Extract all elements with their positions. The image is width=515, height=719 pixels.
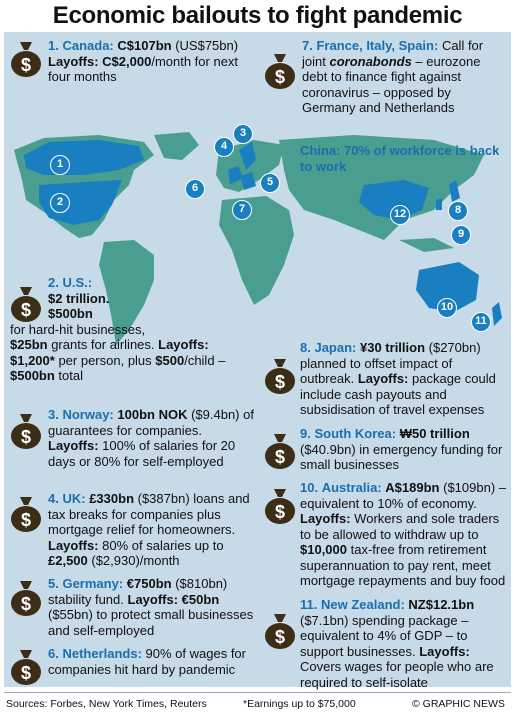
page-title: Economic bailouts to fight pandemic — [52, 2, 463, 29]
svg-text:$: $ — [274, 372, 286, 392]
svg-text:$: $ — [20, 300, 32, 320]
svg-text:$: $ — [20, 663, 32, 683]
footer-sources: Sources: Forbes, New York Times, Reuters — [6, 698, 207, 710]
map-marker-6: 6 — [185, 179, 205, 199]
money-bag-icon — [8, 38, 44, 78]
map-marker-9: 9 — [451, 225, 471, 245]
footer-note: *Earnings up to $75,000 — [243, 698, 356, 710]
svg-text:$: $ — [20, 55, 32, 75]
map-marker-7: 7 — [232, 200, 252, 220]
entry-france-italy-spain: 7. France, Italy, Spain: Call for joint coronabonds – eurozone debt to finance fight against coronavirus – opposed by Germany and Netherlands — [302, 38, 484, 115]
map-marker-2: 2 — [50, 193, 70, 213]
entry-japan: 8. Japan: ¥30 trillion ($270bn) planned to offset impact of outbreak. Layoffs: package could include cash payouts and subsidisation of travel expenses — [300, 340, 496, 417]
svg-text:$: $ — [20, 427, 32, 447]
entry-china: China: 70% of workforce is back to work — [300, 143, 500, 174]
svg-text:$: $ — [20, 594, 32, 614]
entry-canada: 1. Canada: C$107bn (US$75bn) Layoffs: C$2,000/month for next four months — [48, 38, 239, 84]
svg-text:$: $ — [274, 627, 286, 647]
entry-norway: 3. Norway: 100bn NOK ($9.4bn) of guarantees for companies. Layoffs: 100% of salaries for 20 days or 80% for self-employed — [48, 407, 254, 469]
map-marker-5: 5 — [260, 173, 280, 193]
svg-text:$: $ — [274, 447, 286, 467]
entry-netherlands: 6. Netherlands: 90% of wages for companies hit hard by pandemic — [48, 646, 246, 677]
entry-australia: 10. Australia: A$189bn ($109bn) – equivalent to 10% of economy. Layoffs: Workers and sole traders to be allowed to withdraw up to $10,000 tax-free from retirement superannuation to pay rent, meet mortgage repayments and buy food — [300, 480, 506, 588]
map-marker-8: 8 — [448, 201, 468, 221]
svg-text:$: $ — [274, 67, 286, 87]
svg-text:$: $ — [20, 510, 32, 530]
footer-credit: © GRAPHIC NEWS — [412, 698, 505, 710]
map-marker-1: 1 — [50, 155, 70, 175]
entry-uk: 4. UK: £330bn ($387bn) loans and tax breaks for companies plus mortgage relief for homeowners. Layoffs: 80% of salaries up to £2,500 ($2,930)/month — [48, 491, 250, 568]
entry-south-korea: 9. South Korea: ₩50 trillion ($40.9bn) in emergency funding for small businesses — [300, 426, 503, 472]
entry-new-zealand: 11. New Zealand: NZ$12.1bn ($7.1bn) spending package – equivalent to 4% of GDP – to support businesses. Layoffs: Covers wages for people who are required to self-isolate — [300, 597, 494, 690]
map-marker-4: 4 — [214, 137, 234, 157]
footer-divider — [4, 692, 511, 693]
map-marker-11: 11 — [471, 312, 491, 332]
svg-text:$: $ — [274, 502, 286, 522]
entry-us: 2. U.S.: $2 trillion. $500bn for hard-hit businesses, $25bn grants for airlines. Layoffs: $1,200* per person, plus $500/child – $500bn total — [10, 275, 226, 383]
money-bag-icon — [262, 50, 298, 90]
map-marker-3: 3 — [233, 124, 253, 144]
entry-germany: 5. Germany: €750bn ($810bn) stability fund. Layoffs: €50bn ($55bn) to protect small businesses and self-employed — [48, 576, 254, 638]
map-marker-12: 12 — [390, 205, 410, 225]
map-marker-10: 10 — [437, 298, 457, 318]
